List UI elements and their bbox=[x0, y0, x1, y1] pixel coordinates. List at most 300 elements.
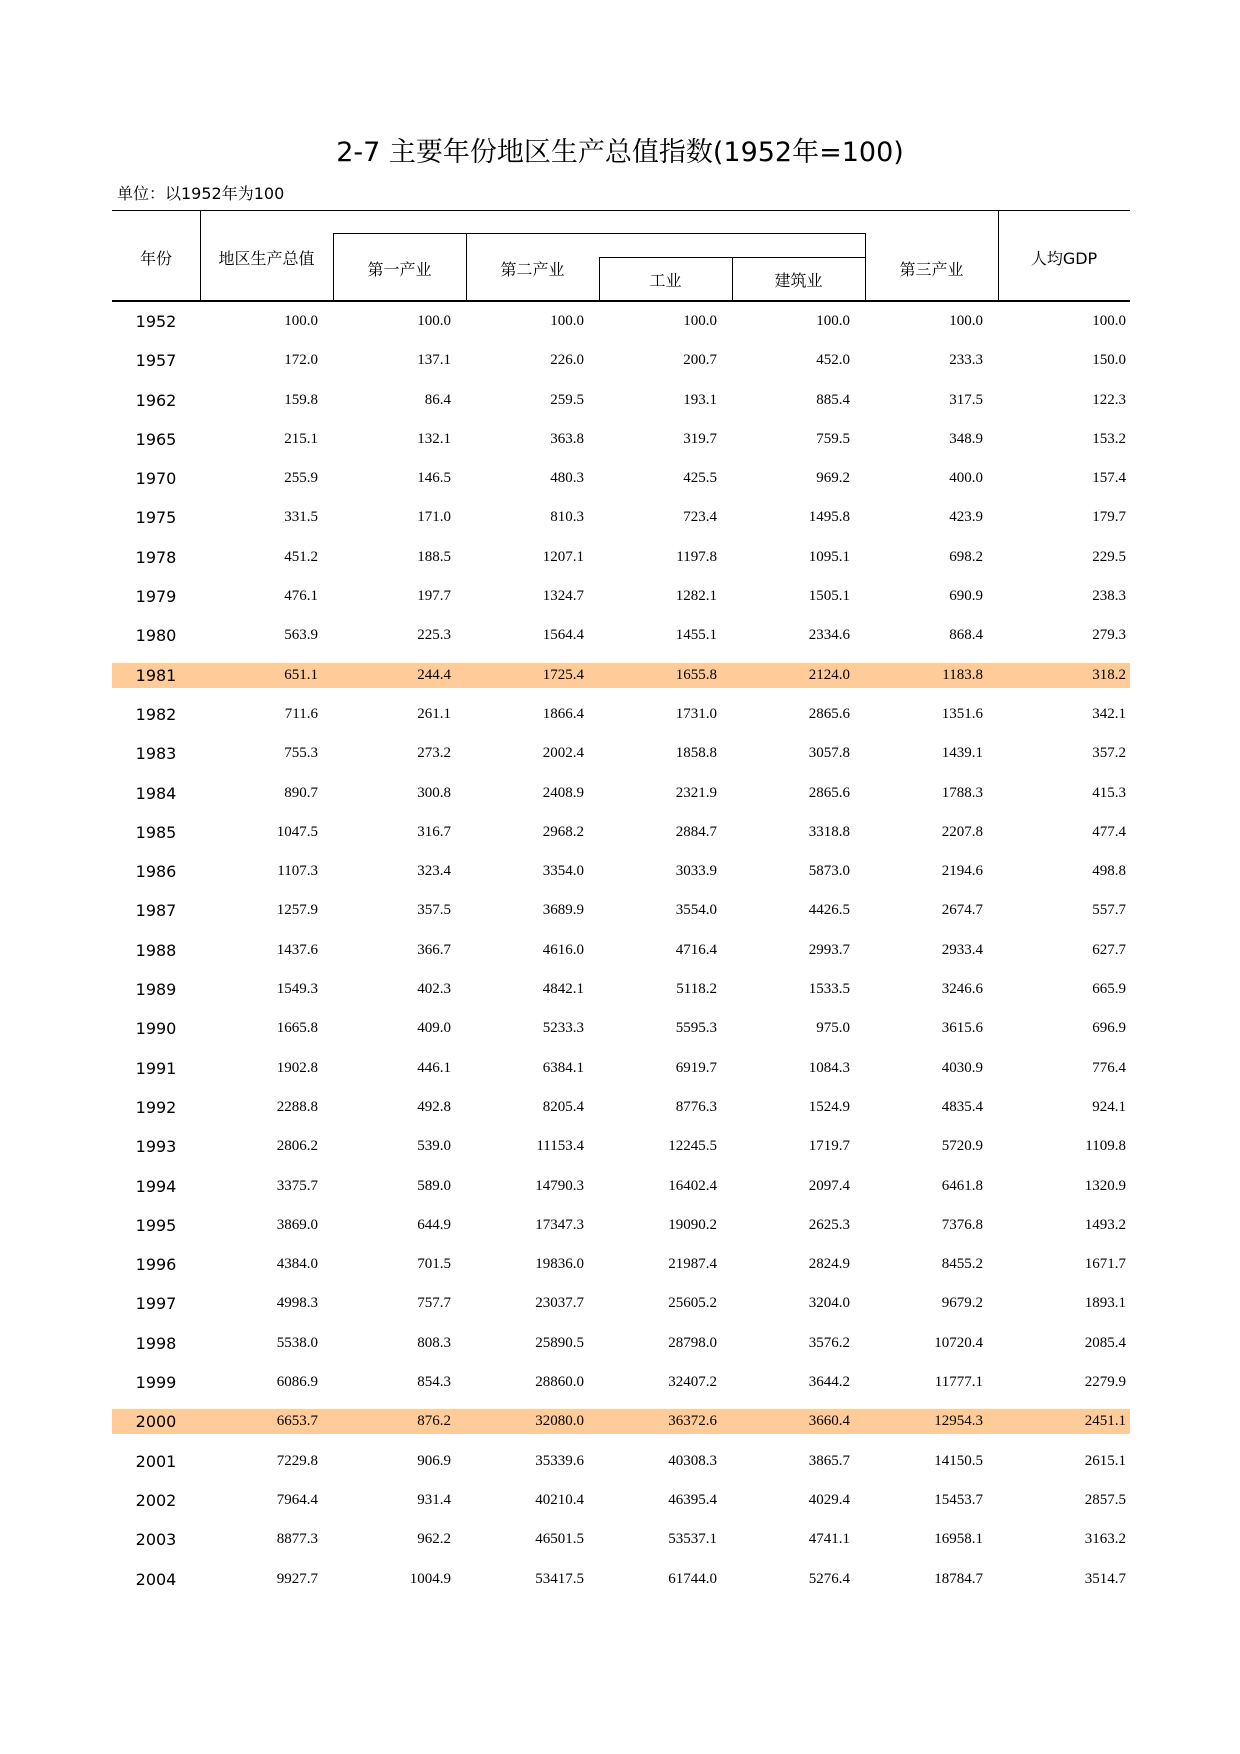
primary-cell: 316.7 bbox=[417, 823, 451, 840]
year-cell: 2004 bbox=[135, 1569, 177, 1589]
table-row bbox=[112, 1206, 1130, 1245]
year-cell: 1983 bbox=[135, 744, 177, 764]
year-cell: 1997 bbox=[135, 1294, 177, 1314]
secondary-cell: 28860.0 bbox=[535, 1374, 584, 1391]
year-cell: 1952 bbox=[135, 312, 177, 331]
tertiary-cell: 3615.6 bbox=[941, 1020, 983, 1037]
header-construction: 建筑业 bbox=[774, 271, 823, 290]
gdp-cell: 2806.2 bbox=[276, 1138, 318, 1155]
industry-cell: 2321.9 bbox=[675, 784, 717, 801]
primary-cell: 1004.9 bbox=[409, 1570, 451, 1587]
table-row bbox=[112, 538, 1130, 577]
gdp-cell: 215.1 bbox=[284, 430, 318, 447]
tertiary-cell: 1788.3 bbox=[941, 784, 983, 801]
year-cell: 1990 bbox=[135, 1019, 177, 1039]
per-capita-cell: 1109.8 bbox=[1085, 1138, 1126, 1155]
construction-cell: 2865.6 bbox=[808, 705, 850, 722]
construction-cell: 1095.1 bbox=[808, 548, 850, 565]
construction-cell: 2824.9 bbox=[808, 1256, 850, 1273]
tertiary-cell: 6461.8 bbox=[941, 1177, 983, 1194]
industry-cell: 19090.2 bbox=[668, 1216, 717, 1233]
table-row bbox=[112, 1245, 1130, 1284]
gdp-cell: 8877.3 bbox=[276, 1531, 318, 1548]
tertiary-cell: 8455.2 bbox=[941, 1256, 983, 1273]
primary-cell: 539.0 bbox=[417, 1138, 451, 1155]
primary-cell: 931.4 bbox=[417, 1491, 451, 1508]
per-capita-cell: 3514.7 bbox=[1084, 1570, 1126, 1587]
per-capita-cell: 627.7 bbox=[1092, 941, 1126, 958]
header-industry: 工业 bbox=[649, 271, 682, 290]
per-capita-cell: 2615.1 bbox=[1084, 1452, 1126, 1469]
secondary-cell: 19836.0 bbox=[535, 1256, 584, 1273]
secondary-cell: 53417.5 bbox=[535, 1570, 584, 1587]
construction-cell: 3318.8 bbox=[808, 823, 850, 840]
table-row bbox=[112, 774, 1130, 813]
primary-cell: 366.7 bbox=[417, 941, 451, 958]
construction-cell: 1719.7 bbox=[808, 1138, 850, 1155]
tertiary-cell: 1439.1 bbox=[941, 745, 983, 762]
industry-cell: 8776.3 bbox=[675, 1098, 717, 1115]
primary-cell: 589.0 bbox=[417, 1177, 451, 1194]
tertiary-cell: 12954.3 bbox=[934, 1413, 983, 1430]
year-cell: 1995 bbox=[135, 1215, 177, 1235]
industry-cell: 3554.0 bbox=[675, 902, 717, 919]
construction-cell: 885.4 bbox=[816, 391, 850, 408]
per-capita-cell: 415.3 bbox=[1092, 784, 1126, 801]
industry-cell: 28798.0 bbox=[668, 1334, 717, 1351]
industry-cell: 3033.9 bbox=[675, 863, 717, 880]
gdp-cell: 255.9 bbox=[284, 470, 318, 487]
construction-cell: 1084.3 bbox=[808, 1059, 850, 1076]
per-capita-cell: 153.2 bbox=[1092, 430, 1126, 447]
industry-cell: 32407.2 bbox=[668, 1374, 717, 1391]
table-row bbox=[112, 498, 1130, 537]
secondary-cell: 259.5 bbox=[550, 391, 584, 408]
year-cell: 1970 bbox=[135, 469, 177, 489]
gdp-cell: 711.6 bbox=[284, 705, 318, 722]
tertiary-cell: 233.3 bbox=[949, 352, 983, 369]
table-row bbox=[112, 1363, 1130, 1402]
gdp-cell: 651.1 bbox=[284, 666, 318, 683]
construction-cell: 3057.8 bbox=[808, 745, 850, 762]
table-row bbox=[112, 1127, 1130, 1166]
construction-cell: 2097.4 bbox=[808, 1177, 850, 1194]
primary-cell: 261.1 bbox=[417, 705, 451, 722]
gdp-cell: 1549.3 bbox=[276, 981, 318, 998]
secondary-cell: 8205.4 bbox=[542, 1098, 584, 1115]
industry-cell: 53537.1 bbox=[668, 1531, 717, 1548]
per-capita-cell: 318.2 bbox=[1092, 666, 1126, 683]
primary-cell: 854.3 bbox=[417, 1374, 451, 1391]
unit-label: 单位：以1952年为100 bbox=[117, 184, 285, 203]
year-cell: 2002 bbox=[135, 1490, 177, 1510]
secondary-cell: 2002.4 bbox=[542, 745, 584, 762]
primary-cell: 808.3 bbox=[417, 1334, 451, 1351]
construction-cell: 4741.1 bbox=[808, 1531, 850, 1548]
construction-cell: 3644.2 bbox=[808, 1374, 850, 1391]
table-row bbox=[112, 813, 1130, 852]
construction-cell: 452.0 bbox=[816, 352, 850, 369]
construction-cell: 3576.2 bbox=[808, 1334, 850, 1351]
industry-cell: 5595.3 bbox=[675, 1020, 717, 1037]
construction-cell: 759.5 bbox=[816, 430, 850, 447]
tertiary-cell: 5720.9 bbox=[941, 1138, 983, 1155]
gdp-cell: 3375.7 bbox=[276, 1177, 318, 1194]
gdp-cell: 1257.9 bbox=[276, 902, 318, 919]
secondary-cell: 100.0 bbox=[550, 313, 584, 329]
construction-cell: 2993.7 bbox=[808, 941, 850, 958]
year-cell: 1987 bbox=[135, 901, 177, 921]
header-gdp: 地区生产总值 bbox=[218, 249, 315, 268]
construction-cell: 2124.0 bbox=[808, 666, 850, 683]
industry-cell: 1858.8 bbox=[675, 745, 717, 762]
year-cell: 1965 bbox=[135, 429, 177, 449]
industry-cell: 319.7 bbox=[683, 430, 717, 447]
secondary-cell: 5233.3 bbox=[542, 1020, 584, 1037]
tertiary-cell: 16958.1 bbox=[934, 1531, 983, 1548]
secondary-cell: 6384.1 bbox=[542, 1059, 584, 1076]
year-cell: 1992 bbox=[135, 1097, 177, 1117]
year-cell: 1982 bbox=[135, 704, 177, 724]
secondary-cell: 3689.9 bbox=[542, 902, 584, 919]
primary-cell: 273.2 bbox=[417, 745, 451, 762]
per-capita-cell: 342.1 bbox=[1092, 705, 1126, 722]
secondary-cell: 1866.4 bbox=[542, 705, 584, 722]
primary-cell: 906.9 bbox=[417, 1452, 451, 1469]
primary-cell: 146.5 bbox=[417, 470, 451, 487]
primary-cell: 757.7 bbox=[417, 1295, 451, 1312]
per-capita-cell: 776.4 bbox=[1092, 1059, 1126, 1076]
year-cell: 1984 bbox=[135, 783, 177, 803]
per-capita-cell: 2279.9 bbox=[1084, 1374, 1126, 1391]
tertiary-cell: 423.9 bbox=[949, 509, 983, 526]
gdp-cell: 5538.0 bbox=[276, 1334, 318, 1351]
gdp-cell: 172.0 bbox=[284, 352, 318, 369]
construction-cell: 2625.3 bbox=[808, 1216, 850, 1233]
year-cell: 1999 bbox=[135, 1373, 177, 1393]
table-row bbox=[112, 695, 1130, 734]
year-cell: 1979 bbox=[135, 587, 177, 607]
per-capita-cell: 179.7 bbox=[1092, 509, 1126, 526]
secondary-cell: 2968.2 bbox=[542, 823, 584, 840]
year-cell: 1989 bbox=[135, 980, 177, 1000]
primary-cell: 409.0 bbox=[417, 1020, 451, 1037]
industry-cell: 16402.4 bbox=[668, 1177, 717, 1194]
industry-cell: 425.5 bbox=[683, 470, 717, 487]
industry-cell: 5118.2 bbox=[676, 981, 717, 998]
gdp-cell: 7964.4 bbox=[276, 1491, 318, 1508]
industry-cell: 1455.1 bbox=[675, 627, 717, 644]
gdp-cell: 4384.0 bbox=[276, 1256, 318, 1273]
table-row bbox=[112, 852, 1130, 891]
construction-cell: 1505.1 bbox=[808, 588, 850, 605]
primary-cell: 962.2 bbox=[417, 1531, 451, 1548]
secondary-cell: 11153.4 bbox=[536, 1138, 584, 1155]
table-row bbox=[112, 1088, 1130, 1127]
year-cell: 1957 bbox=[135, 351, 177, 371]
secondary-cell: 25890.5 bbox=[535, 1334, 584, 1351]
header-year: 年份 bbox=[139, 249, 172, 268]
table-body bbox=[112, 302, 1130, 1599]
gdp-cell: 1107.3 bbox=[277, 863, 318, 880]
construction-cell: 4426.5 bbox=[808, 902, 850, 919]
table-row bbox=[112, 341, 1130, 380]
table-row bbox=[112, 891, 1130, 930]
tertiary-cell: 2933.4 bbox=[941, 941, 983, 958]
table-top-rule bbox=[112, 210, 1130, 211]
year-cell: 2003 bbox=[135, 1530, 177, 1550]
secondary-cell: 226.0 bbox=[550, 352, 584, 369]
page-title: 2-7 主要年份地区生产总值指数(1952年=100) bbox=[336, 137, 904, 168]
primary-cell: 701.5 bbox=[417, 1256, 451, 1273]
table-row bbox=[112, 577, 1130, 616]
per-capita-cell: 100.0 bbox=[1092, 313, 1126, 329]
year-cell: 1991 bbox=[135, 1058, 177, 1078]
tertiary-cell: 2194.6 bbox=[941, 863, 983, 880]
table-row bbox=[112, 1324, 1130, 1363]
tertiary-cell: 400.0 bbox=[949, 470, 983, 487]
table-row bbox=[112, 1442, 1130, 1481]
table-row bbox=[112, 1481, 1130, 1520]
tertiary-cell: 2674.7 bbox=[941, 902, 983, 919]
table-row bbox=[112, 1402, 1130, 1441]
table-row bbox=[112, 420, 1130, 459]
table-row bbox=[112, 931, 1130, 970]
per-capita-cell: 1671.7 bbox=[1084, 1256, 1126, 1273]
primary-cell: 402.3 bbox=[417, 981, 451, 998]
secondary-cell: 810.3 bbox=[550, 509, 584, 526]
secondary-cell: 1207.1 bbox=[542, 548, 584, 565]
tertiary-cell: 348.9 bbox=[949, 430, 983, 447]
header-tertiary: 第三产业 bbox=[899, 260, 964, 279]
gdp-cell: 4998.3 bbox=[276, 1295, 318, 1312]
per-capita-cell: 498.8 bbox=[1092, 863, 1126, 880]
primary-cell: 446.1 bbox=[417, 1059, 451, 1076]
construction-cell: 100.0 bbox=[816, 313, 850, 329]
gdp-cell: 451.2 bbox=[284, 548, 318, 565]
industry-cell: 6919.7 bbox=[675, 1059, 717, 1076]
primary-cell: 132.1 bbox=[417, 430, 451, 447]
year-cell: 2000 bbox=[135, 1412, 177, 1432]
gdp-cell: 1902.8 bbox=[276, 1059, 318, 1076]
tertiary-cell: 1351.6 bbox=[941, 705, 983, 722]
year-cell: 1986 bbox=[135, 862, 177, 882]
per-capita-cell: 238.3 bbox=[1092, 588, 1126, 605]
industry-cell: 1282.1 bbox=[675, 588, 717, 605]
industry-cell: 12245.5 bbox=[668, 1138, 717, 1155]
primary-cell: 876.2 bbox=[417, 1413, 451, 1430]
secondary-cell: 1564.4 bbox=[542, 627, 584, 644]
gdp-cell: 159.8 bbox=[284, 391, 318, 408]
gdp-cell: 755.3 bbox=[284, 745, 318, 762]
primary-cell: 197.7 bbox=[417, 588, 451, 605]
secondary-cell: 3354.0 bbox=[542, 863, 584, 880]
industry-cell: 1197.8 bbox=[676, 548, 717, 565]
gdp-cell: 100.0 bbox=[284, 313, 318, 329]
gdp-cell: 331.5 bbox=[284, 509, 318, 526]
table-row bbox=[112, 381, 1130, 420]
primary-cell: 225.3 bbox=[417, 627, 451, 644]
tertiary-cell: 7376.8 bbox=[941, 1216, 983, 1233]
gdp-cell: 1047.5 bbox=[276, 823, 318, 840]
construction-cell: 975.0 bbox=[816, 1020, 850, 1037]
tertiary-cell: 4835.4 bbox=[941, 1098, 983, 1115]
year-cell: 1980 bbox=[135, 626, 177, 646]
industry-cell: 193.1 bbox=[683, 391, 717, 408]
year-cell: 1996 bbox=[135, 1255, 177, 1275]
primary-cell: 137.1 bbox=[417, 352, 451, 369]
header-secondary: 第二产业 bbox=[500, 260, 565, 279]
table-row bbox=[112, 970, 1130, 1009]
year-cell: 1981 bbox=[135, 665, 177, 685]
industry-cell: 46395.4 bbox=[668, 1491, 717, 1508]
construction-cell: 969.2 bbox=[816, 470, 850, 487]
tertiary-cell: 1183.8 bbox=[942, 666, 983, 683]
header-primary: 第一产业 bbox=[367, 260, 432, 279]
secondary-cell: 46501.5 bbox=[535, 1531, 584, 1548]
per-capita-cell: 357.2 bbox=[1092, 745, 1126, 762]
table-row bbox=[112, 1560, 1130, 1599]
secondary-cell: 23037.7 bbox=[535, 1295, 584, 1312]
construction-cell: 3660.4 bbox=[808, 1413, 850, 1430]
per-capita-cell: 1493.2 bbox=[1084, 1216, 1126, 1233]
per-capita-cell: 122.3 bbox=[1092, 391, 1126, 408]
table-row bbox=[112, 1049, 1130, 1088]
construction-cell: 1495.8 bbox=[808, 509, 850, 526]
secondary-cell: 32080.0 bbox=[535, 1413, 584, 1430]
industry-cell: 40308.3 bbox=[668, 1452, 717, 1469]
secondary-cell: 35339.6 bbox=[535, 1452, 584, 1469]
gdp-cell: 476.1 bbox=[284, 588, 318, 605]
table-row bbox=[112, 1009, 1130, 1048]
per-capita-cell: 2857.5 bbox=[1084, 1491, 1126, 1508]
tertiary-cell: 3246.6 bbox=[941, 981, 983, 998]
gdp-cell: 1665.8 bbox=[276, 1020, 318, 1037]
per-capita-cell: 2451.1 bbox=[1084, 1413, 1126, 1430]
construction-cell: 1533.5 bbox=[808, 981, 850, 998]
gdp-cell: 2288.8 bbox=[276, 1098, 318, 1115]
primary-cell: 644.9 bbox=[417, 1216, 451, 1233]
year-cell: 1962 bbox=[135, 390, 177, 410]
table-row bbox=[112, 1284, 1130, 1323]
primary-cell: 244.4 bbox=[417, 666, 451, 683]
primary-cell: 188.5 bbox=[417, 548, 451, 565]
table-row bbox=[112, 1167, 1130, 1206]
tertiary-cell: 868.4 bbox=[949, 627, 983, 644]
construction-cell: 2865.6 bbox=[808, 784, 850, 801]
primary-cell: 100.0 bbox=[417, 313, 451, 329]
per-capita-cell: 279.3 bbox=[1092, 627, 1126, 644]
tertiary-cell: 15453.7 bbox=[934, 1491, 983, 1508]
year-cell: 1994 bbox=[135, 1176, 177, 1196]
tertiary-cell: 10720.4 bbox=[934, 1334, 983, 1351]
construction-cell: 2334.6 bbox=[808, 627, 850, 644]
tertiary-cell: 2207.8 bbox=[941, 823, 983, 840]
tertiary-cell: 4030.9 bbox=[941, 1059, 983, 1076]
table-row bbox=[112, 656, 1130, 695]
per-capita-cell: 1893.1 bbox=[1084, 1295, 1126, 1312]
construction-cell: 1524.9 bbox=[808, 1098, 850, 1115]
per-capita-cell: 150.0 bbox=[1092, 352, 1126, 369]
industry-cell: 25605.2 bbox=[668, 1295, 717, 1312]
primary-cell: 492.8 bbox=[417, 1098, 451, 1115]
industry-cell: 61744.0 bbox=[668, 1570, 717, 1587]
gdp-cell: 890.7 bbox=[284, 784, 318, 801]
primary-cell: 171.0 bbox=[417, 509, 451, 526]
primary-cell: 323.4 bbox=[417, 863, 451, 880]
secondary-cell: 1725.4 bbox=[542, 666, 584, 683]
tertiary-cell: 690.9 bbox=[949, 588, 983, 605]
gdp-cell: 6086.9 bbox=[276, 1374, 318, 1391]
secondary-cell: 17347.3 bbox=[535, 1216, 584, 1233]
construction-cell: 3865.7 bbox=[808, 1452, 850, 1469]
year-cell: 1985 bbox=[135, 822, 177, 842]
construction-cell: 3204.0 bbox=[808, 1295, 850, 1312]
table-row bbox=[112, 302, 1130, 341]
construction-cell: 5873.0 bbox=[808, 863, 850, 880]
per-capita-cell: 3163.2 bbox=[1084, 1531, 1126, 1548]
tertiary-cell: 18784.7 bbox=[934, 1570, 983, 1587]
table-row bbox=[112, 616, 1130, 655]
industry-cell: 36372.6 bbox=[668, 1413, 717, 1430]
gdp-cell: 9927.7 bbox=[276, 1570, 318, 1587]
primary-cell: 86.4 bbox=[424, 391, 451, 408]
table-row bbox=[112, 734, 1130, 773]
year-cell: 2001 bbox=[135, 1451, 177, 1471]
year-cell: 1978 bbox=[135, 547, 177, 567]
per-capita-cell: 477.4 bbox=[1092, 823, 1126, 840]
gdp-cell: 3869.0 bbox=[276, 1216, 318, 1233]
year-cell: 1975 bbox=[135, 508, 177, 528]
per-capita-cell: 2085.4 bbox=[1084, 1334, 1126, 1351]
secondary-cell: 4842.1 bbox=[542, 981, 584, 998]
secondary-cell: 1324.7 bbox=[542, 588, 584, 605]
tertiary-cell: 317.5 bbox=[949, 391, 983, 408]
per-capita-cell: 557.7 bbox=[1092, 902, 1126, 919]
year-cell: 1998 bbox=[135, 1333, 177, 1353]
secondary-cell: 40210.4 bbox=[535, 1491, 584, 1508]
tertiary-cell: 698.2 bbox=[949, 548, 983, 565]
industry-cell: 723.4 bbox=[683, 509, 717, 526]
gdp-cell: 7229.8 bbox=[276, 1452, 318, 1469]
secondary-cell: 363.8 bbox=[550, 430, 584, 447]
construction-cell: 5276.4 bbox=[808, 1570, 850, 1587]
industry-cell: 2884.7 bbox=[675, 823, 717, 840]
primary-cell: 300.8 bbox=[417, 784, 451, 801]
primary-cell: 357.5 bbox=[417, 902, 451, 919]
industry-cell: 1731.0 bbox=[675, 705, 717, 722]
gdp-cell: 563.9 bbox=[284, 627, 318, 644]
per-capita-cell: 665.9 bbox=[1092, 981, 1126, 998]
year-cell: 1993 bbox=[135, 1137, 177, 1157]
secondary-cell: 2408.9 bbox=[542, 784, 584, 801]
table-row bbox=[112, 1520, 1130, 1559]
industry-cell: 4716.4 bbox=[675, 941, 717, 958]
secondary-cell: 480.3 bbox=[550, 470, 584, 487]
year-cell: 1988 bbox=[135, 940, 177, 960]
industry-cell: 200.7 bbox=[683, 352, 717, 369]
secondary-cell: 14790.3 bbox=[535, 1177, 584, 1194]
header-per-capita: 人均GDP bbox=[1030, 249, 1098, 268]
tertiary-cell: 100.0 bbox=[949, 313, 983, 329]
construction-cell: 4029.4 bbox=[808, 1491, 850, 1508]
header-sub-rule bbox=[333, 233, 866, 234]
per-capita-cell: 1320.9 bbox=[1084, 1177, 1126, 1194]
per-capita-cell: 696.9 bbox=[1092, 1020, 1126, 1037]
table-row bbox=[112, 459, 1130, 498]
industry-cell: 1655.8 bbox=[675, 666, 717, 683]
tertiary-cell: 14150.5 bbox=[934, 1452, 983, 1469]
